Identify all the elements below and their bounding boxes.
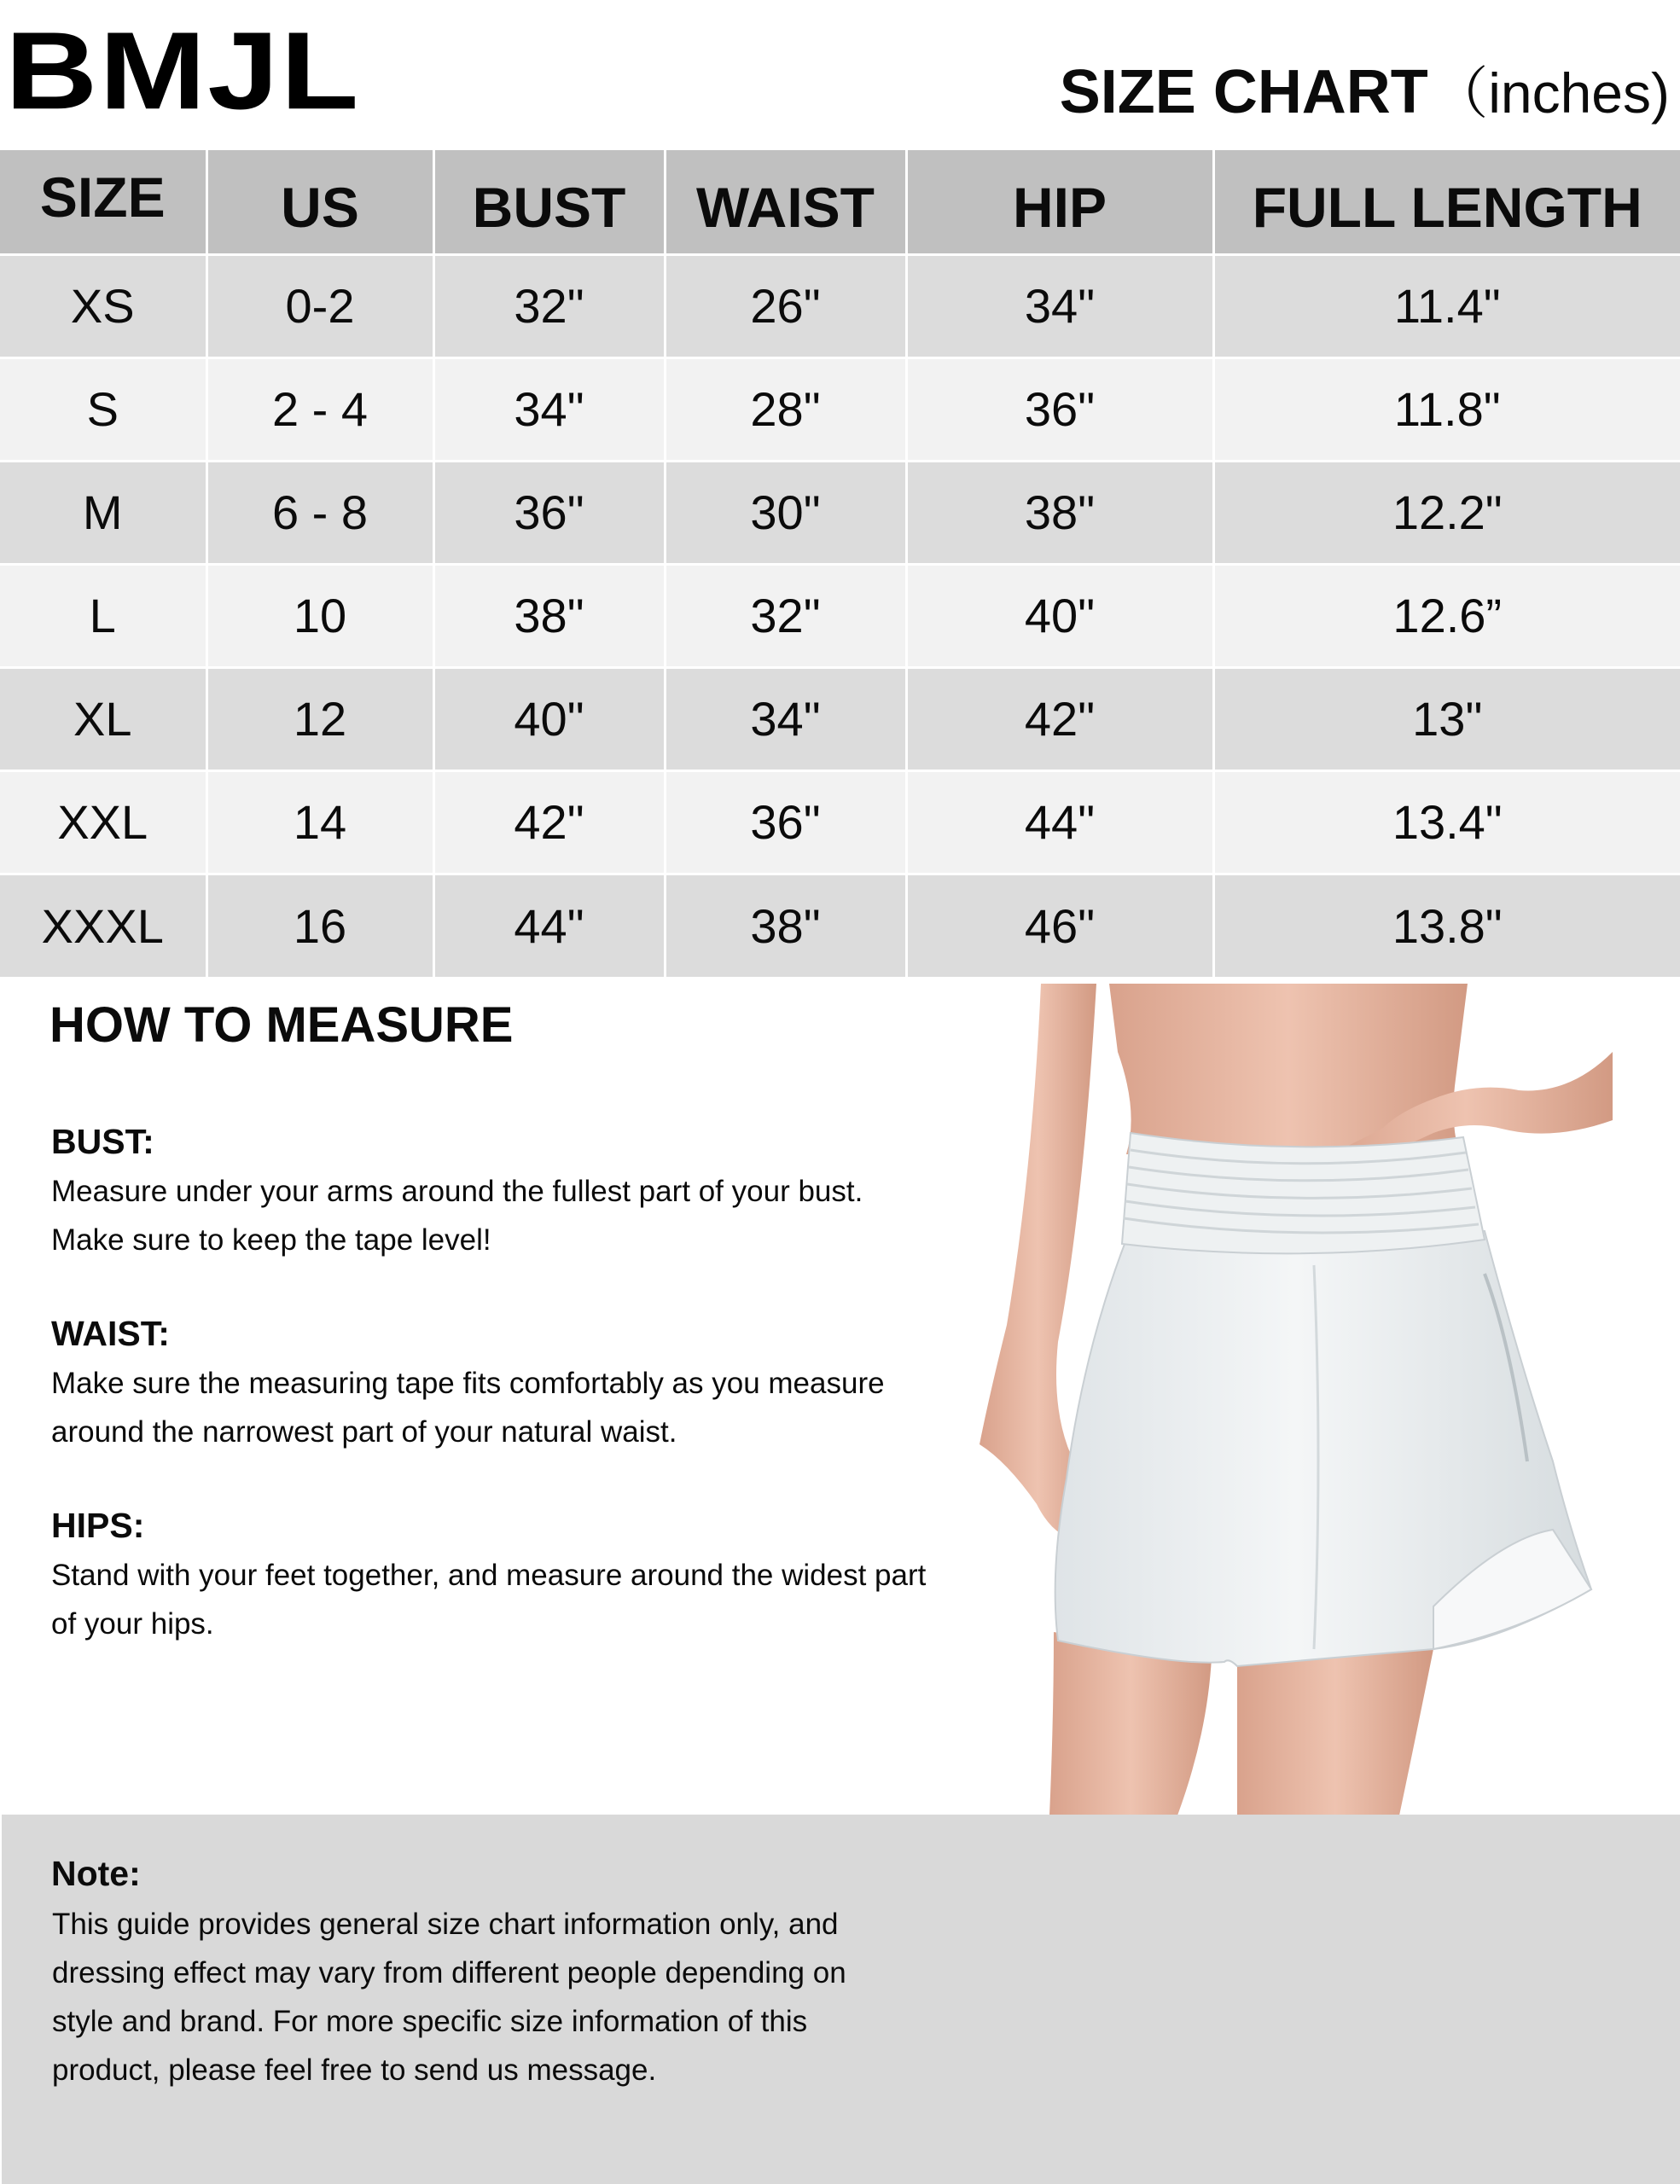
table-cell: 34" [433,357,665,461]
table-cell: 2 - 4 [206,357,433,461]
table-cell: 40" [433,667,665,770]
table-cell: 11.8" [1393,382,1501,436]
table-cell: 44" [433,874,665,977]
note-line: dressing effect may vary from different people depending on [52,1956,846,1989]
model-shorts-image [956,984,1621,1815]
table-cell: 42" [906,667,1213,770]
table-cell: S [0,357,206,461]
instruction-line: Make sure to keep the tape level! [51,1223,491,1257]
instruction-line: Measure under your arms around the fullest part of your bust. [51,1175,863,1208]
table-cell: 36" [906,357,1213,461]
table-cell: 38" [906,461,1213,564]
table-cell: 13" [1412,692,1483,746]
table-cell: XL [0,667,206,770]
column-header: HIP [906,150,1213,254]
column-header: WAIST [665,150,906,254]
table-cell: 16 [206,874,433,977]
table-cell: XS [0,254,206,357]
bust-label: BUST: [51,1122,154,1161]
table-row [0,564,1680,667]
table-cell: 11.4" [1393,279,1501,333]
note-section [2,1815,1680,2184]
table-cell: 40" [906,564,1213,667]
table-cell: XXXL [0,874,206,977]
waist-label: WAIST: [51,1314,170,1353]
table-cell: 0-2 [206,254,433,357]
table-cell: 36" [665,770,906,874]
section-title: HOW TO MEASURE [49,997,514,1053]
table-cell: 38" [665,874,906,977]
table-cell: M [0,461,206,564]
note-line: product, please feel free to send us message. [52,2053,657,2087]
table-row [0,667,1680,770]
table-cell: 12 [206,667,433,770]
table-cell: 26" [665,254,906,357]
column-header: US [206,150,433,254]
table-cell: 42" [433,770,665,874]
bust-instructions [49,1122,954,1264]
table-cell: 34" [665,667,906,770]
instruction-line: Stand with your feet together, and measure around the widest part [51,1559,927,1592]
table-header-row [0,150,1680,254]
note-label: Note: [51,1854,141,1893]
column-header: BUST [433,150,665,254]
table-row [0,770,1680,874]
hips-label: HIPS: [51,1506,145,1545]
table-cell: 38" [433,564,665,667]
table-cell: 12.2" [1392,485,1503,539]
table-row [0,461,1680,564]
note-text [52,1900,905,2094]
note-line: style and brand. For more specific size information of this [52,2005,808,2038]
chart-title-text: SIZE CHART [1059,58,1428,126]
column-header: SIZE [0,150,206,254]
brand-logo: BMJL [5,9,361,132]
table-cell: 14 [206,770,433,874]
table-row [0,254,1680,357]
note-line: This guide provides general size chart information only, and [52,1908,839,1941]
table-row [0,357,1680,461]
instruction-line: Make sure the measuring tape fits comfortably as you measure [51,1367,885,1400]
table-cell: 30" [665,461,906,564]
table-cell: 36" [433,461,665,564]
table-cell: 12.6” [1392,589,1503,642]
instruction-line: of your hips. [51,1607,214,1641]
hips-instructions [49,1506,954,1648]
table-cell: 6 - 8 [206,461,433,564]
waist-instructions [49,1314,954,1456]
how-to-measure-section [49,996,954,1698]
column-header: FULL LENGTH [1252,176,1642,240]
size-table [0,150,1680,977]
table-cell: L [0,564,206,667]
table-row [0,874,1680,977]
table-cell: XXL [0,770,206,874]
table-cell: 32" [433,254,665,357]
table-cell: 32" [665,564,906,667]
table-cell: 10 [206,564,433,667]
model-right-leg [1237,1649,1433,1815]
chart-title-unit: （inches) [1432,61,1670,125]
table-cell: 46" [906,874,1213,977]
table-cell: 28" [665,357,906,461]
table-cell: 34" [906,254,1213,357]
chart-title [1059,58,1670,126]
table-cell: 13.8" [1392,898,1503,953]
instruction-line: around the narrowest part of your natural waist. [51,1415,677,1449]
table-cell: 13.4" [1392,795,1503,849]
table-cell: 44" [906,770,1213,874]
